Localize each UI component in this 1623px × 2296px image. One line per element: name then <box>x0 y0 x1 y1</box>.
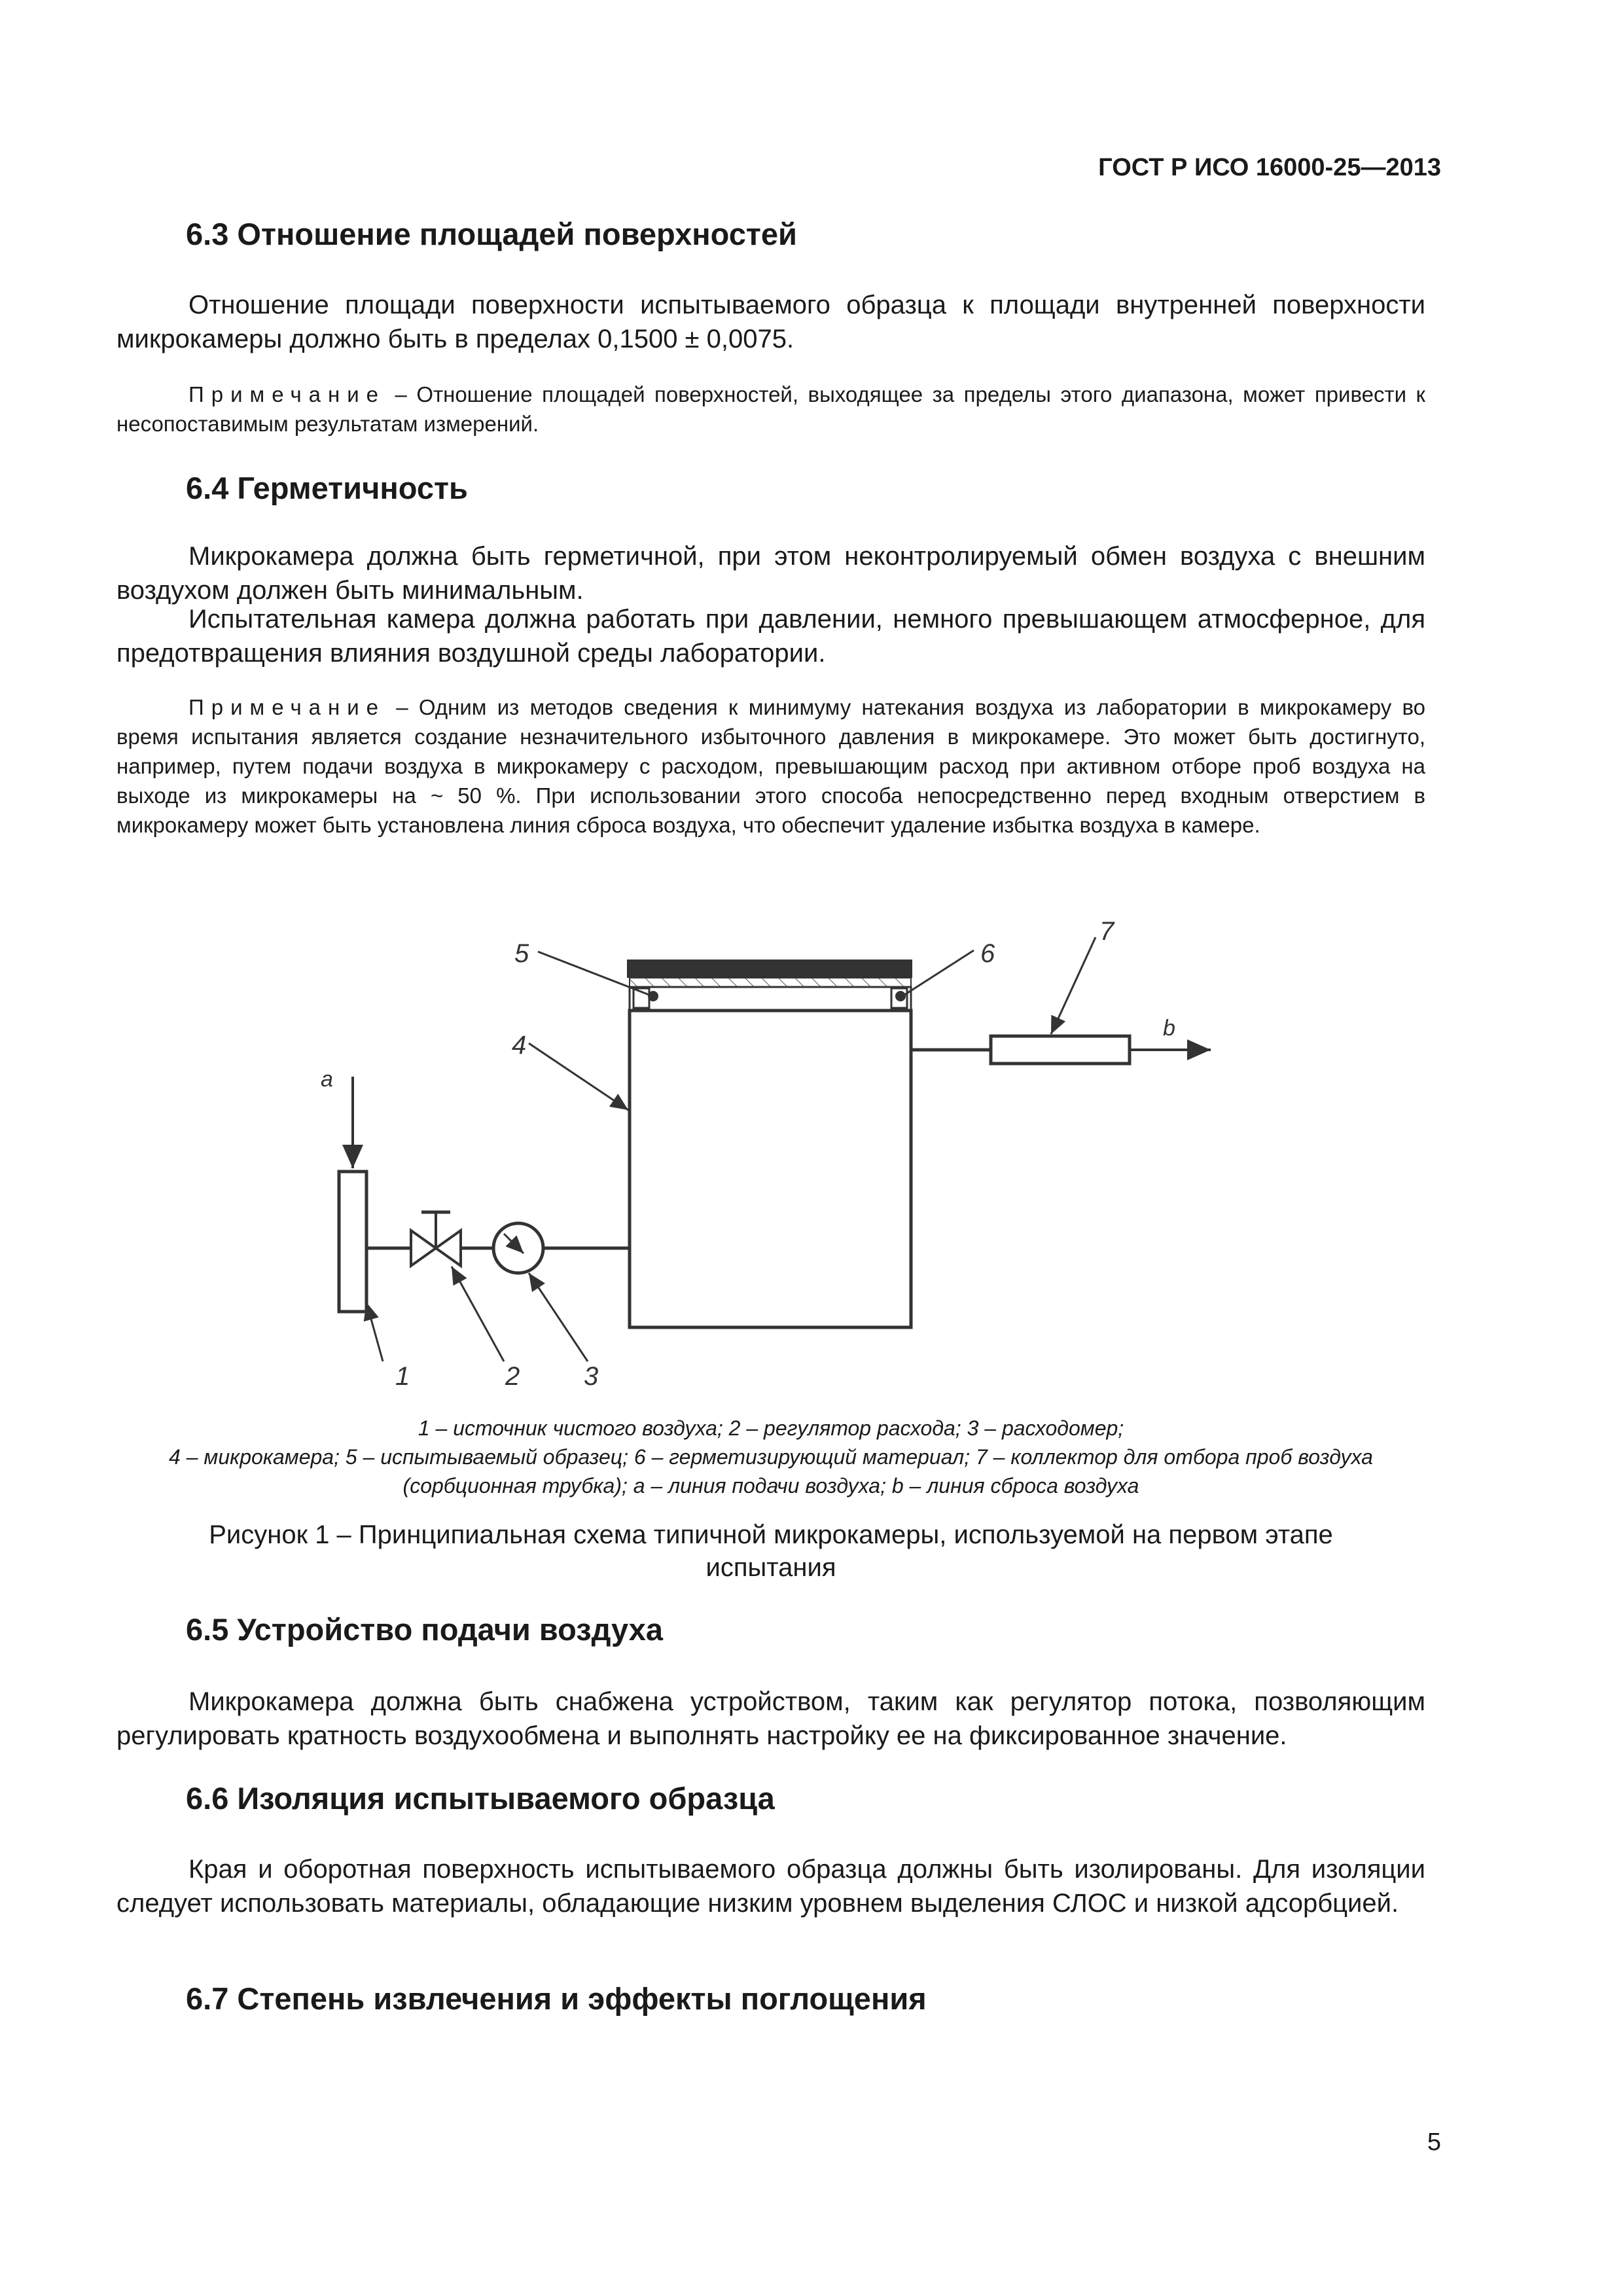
legend-line-3: (сорбционная трубка); a – линия подачи воздуха; b – линия сброса воздуха <box>402 1474 1139 1498</box>
legend-line-2: 4 – микрокамера; 5 – испытываемый образец; 6 – герметизирующий материал; 7 – коллектор для отбора проб воздуха <box>169 1445 1373 1469</box>
section-6-7-title: 6.7 Степень извлечения и эффекты поглощения <box>186 1981 927 2016</box>
microchamber-body <box>630 1011 911 1327</box>
label-6: 6 <box>980 939 995 968</box>
note-text: – Одним из методов сведения к минимуму натекания воздуха из лаборатории в микрокамеру во время испытания является создание незначительного избыточного давления в микрокамере. Это может быть достигнуто, например, путем подачи воздуха в микрокамеру с расходом, превышающим расход при активном отборе проб воздуха на выходе из микрокамеры на ~ 50 %. При использовании этого способа непосредственно перед входным отверстием в микрокамеру может быть установлена линия сброса воздуха, что обеспечит удаление избытка воздуха в камере. <box>116 695 1425 837</box>
note-label: Примечание <box>188 695 386 719</box>
note-label: Примечание <box>188 382 386 406</box>
document-header: ГОСТ Р ИСО 16000-25—2013 <box>1098 154 1441 181</box>
flow-regulator-valve <box>411 1212 461 1266</box>
label-7: 7 <box>1099 917 1115 946</box>
section-6-4-paragraph-2: Испытательная камера должна работать при давлении, немного превышающем атмосферное, для предотвращения влияния воздушной среды лаборатории. <box>116 605 1425 668</box>
figure-legend <box>116 1414 1425 1500</box>
section-6-5-paragraph: Микрокамера должна быть снабжена устройством, таким как регулятор потока, позволяющим регулировать кратность воздухообмена и выполнять настройку ее на фиксированное значение. <box>116 1687 1425 1750</box>
sampling-collector <box>991 1036 1130 1064</box>
section-6-6-title: 6.6 Изоляция испытываемого образца <box>186 1781 775 1816</box>
legend-line-1: 1 – источник чистого воздуха; 2 – регулятор расхода; 3 – расходомер; <box>418 1416 1124 1440</box>
figure-caption: Рисунок 1 – Принципиальная схема типичной микрокамеры, используемой на первом этапе испытания <box>209 1520 1333 1582</box>
page-number: 5 <box>1427 2128 1441 2156</box>
label-4: 4 <box>512 1031 527 1060</box>
label-a: a <box>321 1067 333 1092</box>
label-3: 3 <box>584 1362 599 1391</box>
label-b: b <box>1163 1016 1175 1041</box>
section-6-6-paragraph: Края и оборотная поверхность испытываемого образца должны быть изолированы. Для изоляции следует использовать материалы, обладающие низким уровнем выделения СЛОС и низкой адсорбцией. <box>116 1855 1425 1918</box>
chamber-upper-ring <box>630 987 911 1011</box>
label-1: 1 <box>395 1362 410 1391</box>
section-6-3-paragraph: Отношение площади поверхности испытываемого образца к площади внутренней поверхности микрокамеры должно быть в пределах 0,1500 ± 0,0075. <box>116 291 1425 353</box>
section-6-4-paragraph-1: Микрокамера должна быть герметичной, при этом неконтролируемый обмен воздуха с внешним воздухом должен быть минимальным. <box>116 542 1425 605</box>
clean-air-source <box>339 1172 366 1312</box>
label-5: 5 <box>514 939 529 968</box>
test-specimen <box>630 978 911 987</box>
label-2: 2 <box>505 1362 520 1391</box>
note-text: – Отношение площадей поверхностей, выходящее за пределы этого диапазона, может привести к несопоставимым результатам измерений. <box>116 382 1425 436</box>
section-6-3-title: 6.3 Отношение площадей поверхностей <box>186 217 797 251</box>
section-6-5-title: 6.5 Устройство подачи воздуха <box>186 1612 663 1647</box>
section-6-4-title: 6.4 Герметичность <box>186 471 468 505</box>
chamber-lid <box>627 960 912 978</box>
flowmeter <box>493 1223 543 1273</box>
